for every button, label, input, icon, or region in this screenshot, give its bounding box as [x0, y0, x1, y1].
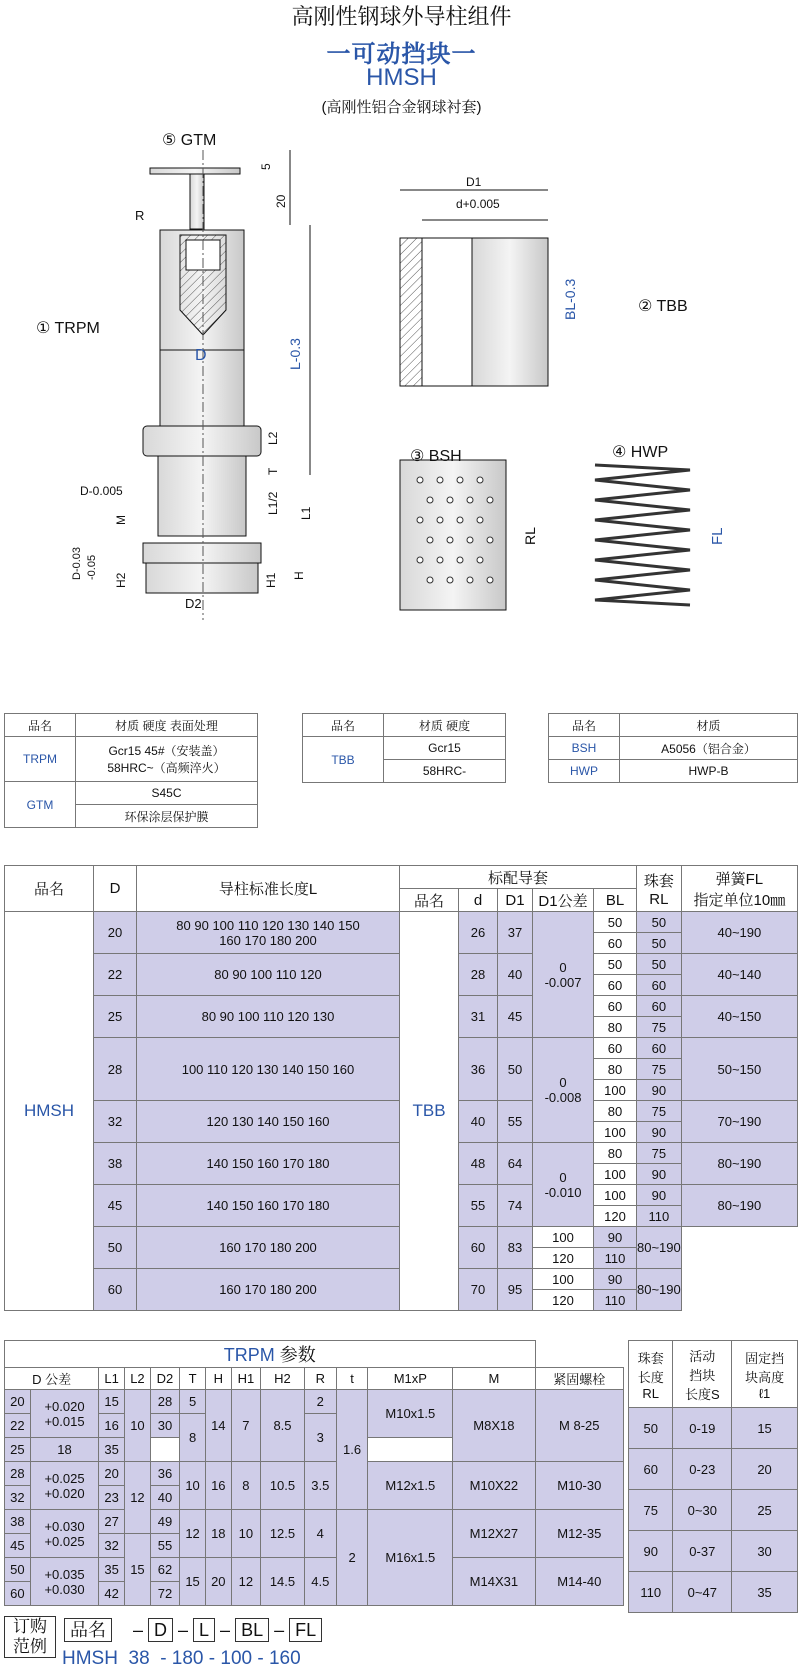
table-cell: 40: [150, 1486, 179, 1510]
table-row: [5, 1558, 624, 1582]
header-length: 导柱标准长度L: [137, 866, 400, 912]
table-header-row: [5, 1368, 624, 1390]
svg-text:d+0.005: d+0.005: [456, 197, 500, 211]
svg-text:L-0.3: L-0.3: [287, 338, 303, 370]
cell-tbb: TBB: [303, 737, 384, 783]
table-cell: 2: [304, 1390, 336, 1414]
svg-text:RL: RL: [522, 527, 538, 545]
table-cell: 50: [629, 1408, 673, 1449]
table-cell: 2: [336, 1510, 368, 1606]
table-cell: +0.030 +0.025: [30, 1510, 99, 1558]
header-d: D: [94, 866, 137, 912]
cell-sub-d: 36: [459, 1038, 498, 1101]
cell-d: 32: [94, 1101, 137, 1143]
table-header-cell: 活动 挡块 长度S: [673, 1341, 732, 1408]
table-cell: 60: [629, 1449, 673, 1490]
cell-bl: 80: [594, 1143, 637, 1164]
cell-bl: 100: [533, 1269, 594, 1290]
cell-bl: 60: [594, 975, 637, 996]
table-cell: 0~30: [673, 1490, 732, 1531]
cell-rl: 50: [637, 912, 682, 933]
title-note: (高刚性铝合金钢球衬套): [321, 99, 482, 116]
cell-gtm-material: S45C: [76, 782, 258, 805]
table-cell: 60: [5, 1582, 31, 1606]
table-cell: 50: [5, 1558, 31, 1582]
cell-d1: 45: [498, 996, 533, 1038]
table-cell: +0.025 +0.020: [30, 1462, 99, 1510]
dash: –: [173, 1620, 194, 1640]
table-header-cell: L1: [99, 1368, 125, 1390]
table-header-cell: D2: [150, 1368, 179, 1390]
svg-text:5: 5: [259, 163, 273, 170]
svg-text:T: T: [266, 467, 280, 475]
table-header-cell: D 公差: [5, 1368, 99, 1390]
table-row: [629, 1408, 798, 1449]
cell-sub-d: 31: [459, 996, 498, 1038]
order-label: 订购 范例: [4, 1616, 56, 1658]
tbb-body: [472, 238, 548, 386]
table-cell: 38: [5, 1510, 31, 1534]
cell-length: 140 150 160 170 180: [137, 1143, 400, 1185]
table-cell: 10.5: [261, 1462, 305, 1510]
table-cell: 0-19: [673, 1408, 732, 1449]
cell-d1: 37: [498, 912, 533, 954]
table-cell: 15: [732, 1408, 798, 1449]
cell-fl: 80~190: [637, 1227, 682, 1269]
table-cell: 10: [180, 1462, 206, 1510]
cell-rl: 110: [594, 1248, 637, 1269]
header-ball: 珠套 RL: [637, 866, 682, 912]
header-name: 品名: [5, 714, 76, 737]
table-cell: 4: [304, 1510, 336, 1558]
trpm-table: [4, 1340, 624, 1606]
cell-rl: 90: [637, 1080, 682, 1101]
header-sub-tol: D1公差: [533, 889, 594, 912]
table-cell: M10x1.5: [368, 1390, 453, 1438]
table-cell: M10X22: [453, 1462, 535, 1510]
spec-table: [4, 865, 798, 1311]
cell-fl: 40~190: [681, 912, 797, 954]
table-cell: 12: [125, 1462, 151, 1534]
table-cell: 10: [125, 1390, 151, 1462]
table-cell: 16: [99, 1414, 125, 1438]
cell-d1: 74: [498, 1185, 533, 1227]
table-header-cell: H2: [261, 1368, 305, 1390]
dash: –: [215, 1620, 236, 1640]
table-row: [5, 912, 798, 933]
svg-text:D-0.03: D-0.03: [71, 546, 83, 580]
table-header-cell: 固定挡 块高度 ℓ1: [732, 1341, 798, 1408]
table-cell: 20: [732, 1449, 798, 1490]
bsh-body: [400, 460, 506, 610]
table-cell: 10: [231, 1510, 260, 1558]
table-cell: M14-40: [535, 1558, 623, 1606]
table-cell: 15: [180, 1558, 206, 1606]
cell-bl: 80: [594, 1101, 637, 1122]
cell-fl: 40~140: [681, 954, 797, 996]
cell-sub-d: 26: [459, 912, 498, 954]
cell-sub-d: 40: [459, 1101, 498, 1143]
order-field-box: L: [193, 1618, 215, 1642]
table-cell: 15: [125, 1534, 151, 1606]
cell-rl: 60: [637, 1038, 682, 1059]
label-gtm: ⑤ GTM: [162, 132, 217, 149]
cell-sub-d: 28: [459, 954, 498, 996]
table-cell: 45: [5, 1534, 31, 1558]
material-table-2: [302, 713, 506, 783]
cell-rl: 60: [637, 975, 682, 996]
cell-rl: 90: [637, 1122, 682, 1143]
svg-text:L1: L1: [299, 506, 313, 520]
cell-bl: 120: [533, 1290, 594, 1311]
table-cell: 3: [304, 1414, 336, 1462]
table-cell: 14: [205, 1390, 231, 1462]
title-main: 高刚性钢球外导柱组件: [291, 4, 512, 29]
table-cell: 14.5: [261, 1558, 305, 1606]
cell-d1: 40: [498, 954, 533, 996]
table-cell: 8: [231, 1462, 260, 1510]
cell-bl: 100: [594, 1080, 637, 1101]
cell-d1: 64: [498, 1143, 533, 1185]
table-cell: 8.5: [261, 1390, 305, 1462]
svg-text:M: M: [114, 515, 128, 525]
cell-sub-d: 70: [459, 1269, 498, 1311]
table-header-cell: 珠套 长度 RL: [629, 1341, 673, 1408]
table-cell: +0.035 +0.030: [30, 1558, 99, 1606]
table-cell: 28: [150, 1390, 179, 1414]
table-cell: 18: [205, 1510, 231, 1558]
cell-bl: 100: [594, 1164, 637, 1185]
cell-bl: 80: [594, 1059, 637, 1080]
header-material: 材质 硬度: [384, 714, 506, 737]
table-header-cell: H: [205, 1368, 231, 1390]
svg-text:H: H: [292, 571, 306, 580]
table-header-row: [629, 1341, 798, 1408]
svg-text:-0.05: -0.05: [86, 554, 98, 580]
table-cell: 5: [180, 1390, 206, 1414]
table-row: [629, 1490, 798, 1531]
cell-length: 160 170 180 200: [137, 1269, 400, 1311]
cell-rl: 75: [637, 1017, 682, 1038]
table-cell: 23: [99, 1486, 125, 1510]
table-header-cell: T: [180, 1368, 206, 1390]
cell-d1: 55: [498, 1101, 533, 1143]
table-cell: 0-37: [673, 1531, 732, 1572]
cell-fl: 70~190: [681, 1101, 797, 1143]
cell-bl: 100: [594, 1185, 637, 1206]
table-header-cell: M: [453, 1368, 535, 1390]
header-name: 品名: [549, 714, 620, 737]
table-cell: 27: [99, 1510, 125, 1534]
table-cell: 20: [205, 1558, 231, 1606]
label-bsh: ③ BSH: [410, 448, 462, 465]
table-cell: M12-35: [535, 1510, 623, 1558]
cell-tolerance: 0 -0.008: [533, 1038, 594, 1143]
cell-rl: 90: [594, 1227, 637, 1248]
table-cell: 18: [30, 1438, 99, 1462]
cell-hwp: HWP: [549, 760, 620, 783]
table-cell: 0~47: [673, 1572, 732, 1613]
table-cell: M10-30: [535, 1462, 623, 1510]
cell-fl: 80~190: [637, 1269, 682, 1311]
table-header-cell: R: [304, 1368, 336, 1390]
table-cell: 90: [629, 1531, 673, 1572]
table-cell: +0.020 +0.015: [30, 1390, 99, 1438]
table-row: [5, 1462, 624, 1486]
cell-d: 60: [94, 1269, 137, 1311]
table-cell: 110: [629, 1572, 673, 1613]
cell-product-name: HMSH: [5, 912, 94, 1311]
header-spring: 弹簧FL 指定单位10㎜: [681, 866, 797, 912]
table-cell: 12: [180, 1510, 206, 1558]
label-tbb: ② TBB: [638, 298, 688, 315]
cell-tolerance: 0 -0.010: [533, 1143, 594, 1227]
order-field-box: FL: [289, 1618, 322, 1642]
cell-rl: 90: [637, 1185, 682, 1206]
table-cell: 32: [99, 1534, 125, 1558]
order-fields: [64, 1618, 322, 1642]
cell-tbb-hardness: 58HRC-: [384, 760, 506, 783]
title-code: HMSH: [366, 64, 437, 91]
cell-d: 50: [94, 1227, 137, 1269]
table-row: [629, 1449, 798, 1490]
cell-length: 120 130 140 150 160: [137, 1101, 400, 1143]
svg-text:D2: D2: [185, 596, 202, 611]
table-cell: M12x1.5: [368, 1462, 453, 1510]
svg-text:D1: D1: [466, 175, 482, 189]
cell-rl: 110: [594, 1290, 637, 1311]
svg-text:L1/2: L1/2: [266, 491, 280, 515]
cell-bl: 120: [594, 1206, 637, 1227]
cell-sub-d: 60: [459, 1227, 498, 1269]
table-cell: 16: [205, 1462, 231, 1510]
table-row: [629, 1572, 798, 1613]
cell-tbb-material: Gcr15: [384, 737, 506, 760]
header-sub-d1: D1: [498, 889, 533, 912]
svg-text:20: 20: [274, 194, 288, 208]
table-cell: 15: [99, 1390, 125, 1414]
cell-d: 22: [94, 954, 137, 996]
svg-text:D-0.005: D-0.005: [80, 484, 123, 498]
cell-rl: 50: [637, 933, 682, 954]
cell-trpm: TRPM: [5, 737, 76, 782]
table-header-cell: L2: [125, 1368, 151, 1390]
header-sub-name: 品名: [400, 889, 459, 912]
cell-d: 20: [94, 912, 137, 954]
cell-rl: 90: [594, 1269, 637, 1290]
cell-trpm-material: Gcr15 45#（安装盖） 58HRC~（高频淬火）: [76, 737, 258, 782]
order-field-box: D: [148, 1618, 173, 1642]
table-cell: 32: [5, 1486, 31, 1510]
cell-rl: 90: [637, 1164, 682, 1185]
header-guide: 标配导套: [400, 866, 637, 889]
cell-bl: 50: [594, 954, 637, 975]
cell-hwp-material: HWP-B: [620, 760, 798, 783]
svg-text:FL: FL: [709, 527, 726, 545]
cell-length: 100 110 120 130 140 150 160: [137, 1038, 400, 1101]
table-cell: 35: [732, 1572, 798, 1613]
table-cell: 75: [629, 1490, 673, 1531]
svg-text:H1: H1: [264, 572, 278, 588]
header-sub-d: d: [459, 889, 498, 912]
table-cell: 42: [99, 1582, 125, 1606]
cell-length: 140 150 160 170 180: [137, 1185, 400, 1227]
technical-drawing: [0, 120, 803, 660]
table-cell: 7: [231, 1390, 260, 1462]
table-cell: 36: [150, 1462, 179, 1486]
table-cell: 35: [99, 1438, 125, 1462]
table-row: [5, 1390, 624, 1414]
table-cell: 12: [231, 1558, 260, 1606]
table-cell: M8X18: [453, 1390, 535, 1462]
cell-fl: 40~150: [681, 996, 797, 1038]
cell-gtm-coating: 环保涂层保护膜: [76, 805, 258, 828]
table-cell: 30: [150, 1414, 179, 1438]
material-table-3: [548, 713, 798, 783]
order-field-box: 品名: [64, 1618, 112, 1642]
table-cell: 28: [5, 1462, 31, 1486]
table-header-cell: t: [336, 1368, 368, 1390]
trpm-title: TRPM 参数: [5, 1341, 536, 1368]
title-sub: 一可动挡块一: [326, 41, 477, 68]
order-field-box: BL: [235, 1618, 269, 1642]
dash: –: [128, 1620, 149, 1640]
cell-fl: 80~190: [681, 1185, 797, 1227]
table-cell: M 8-25: [535, 1390, 623, 1462]
table-cell: 3.5: [304, 1462, 336, 1510]
table-cell: 20: [99, 1462, 125, 1486]
cell-bl: 100: [594, 1122, 637, 1143]
gtm-cap: [150, 168, 240, 174]
cell-bl: 60: [594, 996, 637, 1017]
cell-bl: 120: [533, 1248, 594, 1269]
dash: –: [269, 1620, 290, 1640]
table-cell: 72: [150, 1582, 179, 1606]
cell-rl: 50: [637, 954, 682, 975]
svg-text:H2: H2: [114, 572, 128, 588]
cell-bsh-material: A5056（铝合金）: [620, 737, 798, 760]
cell-tolerance: 0 -0.007: [533, 912, 594, 1038]
table-cell: M12X27: [453, 1510, 535, 1558]
cell-length: 160 170 180 200: [137, 1227, 400, 1269]
cell-rl: 75: [637, 1101, 682, 1122]
cell-rl: 75: [637, 1059, 682, 1080]
table-header-cell: 紧固螺栓: [535, 1368, 623, 1390]
table-cell: M16x1.5: [368, 1510, 453, 1606]
cell-rl: 75: [637, 1143, 682, 1164]
table-cell: 20: [5, 1390, 31, 1414]
header-sub-bl: BL: [594, 889, 637, 912]
cell-length: 80 90 100 110 120: [137, 954, 400, 996]
label-trpm: ① TRPM: [36, 320, 100, 337]
cell-bl: 80: [594, 1017, 637, 1038]
label-hwp: ④ HWP: [612, 444, 669, 461]
cell-rl: 60: [637, 996, 682, 1017]
svg-text:BL-0.3: BL-0.3: [562, 278, 578, 320]
table-cell: 62: [150, 1558, 179, 1582]
cell-sub-d: 55: [459, 1185, 498, 1227]
table-cell: 49: [150, 1510, 179, 1534]
table-cell: 1.6: [336, 1390, 368, 1510]
table-cell: M14X31: [453, 1558, 535, 1606]
cell-bsh: BSH: [549, 737, 620, 760]
table-cell: 30: [732, 1531, 798, 1572]
material-table-1: [4, 713, 258, 828]
cell-bl: 100: [533, 1227, 594, 1248]
table-cell: 22: [5, 1414, 31, 1438]
hwp-spring: [595, 465, 690, 605]
cell-d1: 50: [498, 1038, 533, 1101]
table-cell: 12.5: [261, 1510, 305, 1558]
cell-d: 45: [94, 1185, 137, 1227]
table-cell: 4.5: [304, 1558, 336, 1606]
header-name: 品名: [303, 714, 384, 737]
table-cell: 25: [732, 1490, 798, 1531]
cell-d: 38: [94, 1143, 137, 1185]
cell-bl: 50: [594, 912, 637, 933]
header-material: 材质: [620, 714, 798, 737]
cell-d1: 95: [498, 1269, 533, 1311]
side-table: [628, 1340, 798, 1613]
table-header-cell: H1: [231, 1368, 260, 1390]
cell-d: 25: [94, 996, 137, 1038]
order-example-text: HMSH 38 - 180 - 100 - 160: [62, 1648, 301, 1669]
cell-length: 80 90 100 110 120 130 140 150 160 170 180 200: [137, 912, 400, 954]
table-cell: 8: [180, 1414, 206, 1462]
cell-bl: 60: [594, 1038, 637, 1059]
table-header-cell: M1xP: [368, 1368, 453, 1390]
cell-guide-name: TBB: [400, 912, 459, 1311]
cell-d1: 83: [498, 1227, 533, 1269]
cell-fl: 50~150: [681, 1038, 797, 1101]
svg-text:D: D: [195, 347, 207, 364]
table-row: [629, 1531, 798, 1572]
cell-bl: 60: [594, 933, 637, 954]
header-name: 品名: [5, 866, 94, 912]
cell-d: 28: [94, 1038, 137, 1101]
cell-gtm: GTM: [5, 782, 76, 828]
svg-text:L2: L2: [266, 431, 280, 445]
cell-fl: 80~190: [681, 1143, 797, 1185]
header-material: 材质 硬度 表面处理: [76, 714, 258, 737]
cell-sub-d: 48: [459, 1143, 498, 1185]
cell-rl: 110: [637, 1206, 682, 1227]
table-cell: 35: [99, 1558, 125, 1582]
table-cell: 25: [5, 1438, 31, 1462]
table-row: [5, 1510, 624, 1534]
table-cell: 0-23: [673, 1449, 732, 1490]
cell-length: 80 90 100 110 120 130: [137, 996, 400, 1038]
table-cell: 55: [150, 1534, 179, 1558]
svg-text:R: R: [135, 208, 145, 223]
